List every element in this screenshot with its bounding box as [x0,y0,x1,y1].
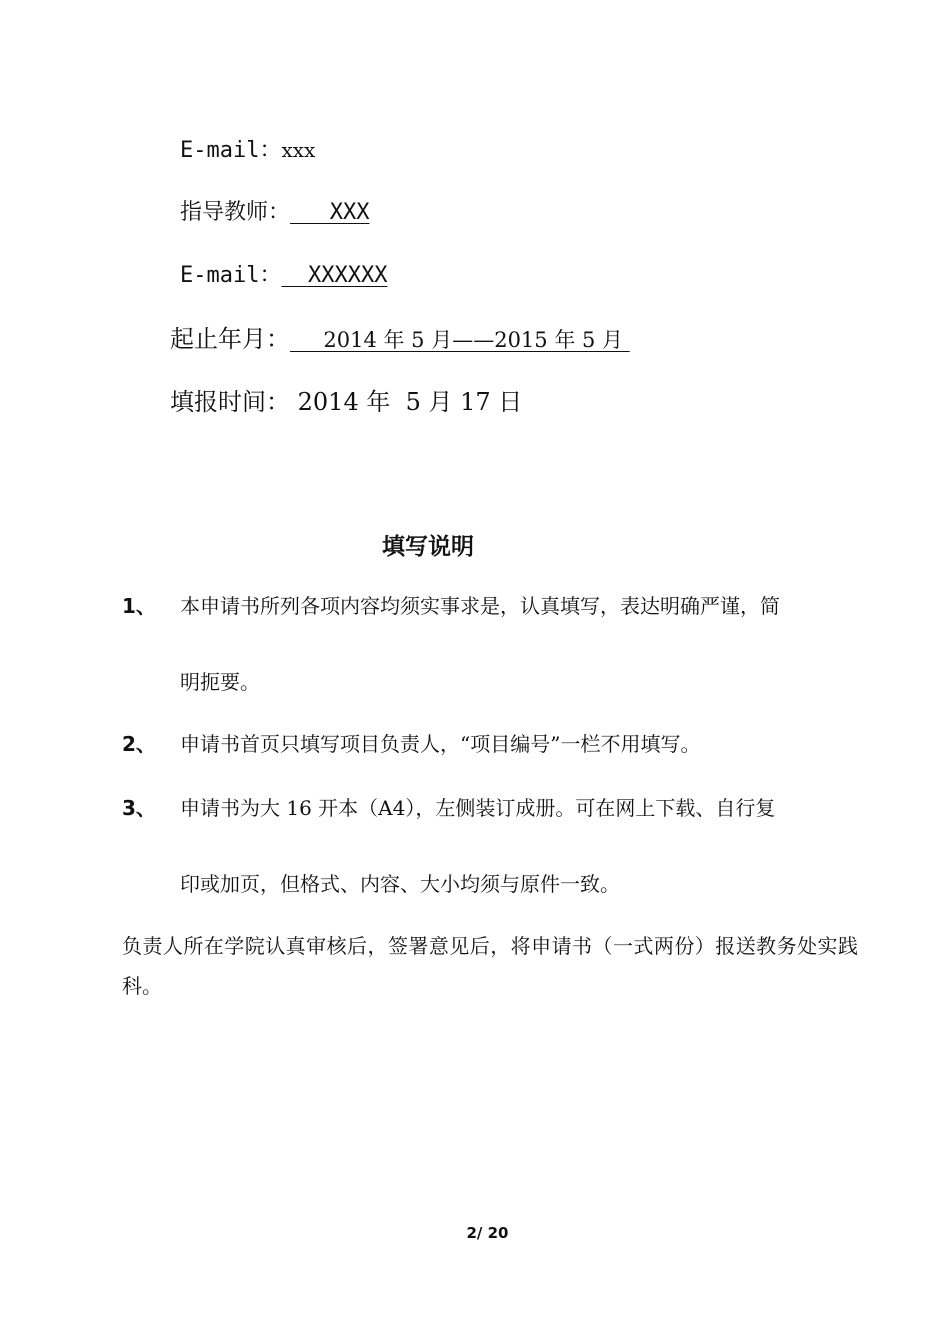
period-row [170,325,630,354]
page-number: 2/ 20 [466,1224,509,1242]
email-value: xxx [281,138,316,162]
advisor-row [180,199,370,227]
item-text: 申请书首页只填写项目负责人，“项目编号”一栏不用填写。 [180,732,701,756]
email-label: E-mail： [180,138,282,163]
advisor-value: XXX [290,200,370,225]
email-label: E-mail： [180,263,282,288]
filled-label: 填报时间： [170,388,290,416]
item-text-continued: 印或加页，但格式、内容、大小均须与原件一致。 [180,872,620,896]
item-number: 1、 [122,594,156,618]
item-text: 本申请书所列各项内容均须实事求是，认真填写，表达明确严谨，简 [180,594,780,618]
filled-date-row [170,388,522,416]
advisor-label: 指导教师： [180,200,291,225]
item-number: 3、 [122,796,156,820]
period-value: 2014 年 5 月——2015 年 5 月 [290,328,630,352]
closing-paragraph: 负责人所在学院认真审核后，签署意见后，将申请书（一式两份）报送教务处实践科。 [122,934,858,998]
email-row-2 [180,262,387,290]
period-label: 起止年月： [170,325,290,353]
instructions-title: 填写说明 [382,534,474,560]
item-text: 申请书为大 16 开本（A4），左侧装订成册。可在网上下载、自行复 [180,796,776,820]
email-row-1 [180,136,315,165]
item-number: 2、 [122,732,156,756]
item-text-continued: 明扼要。 [180,670,260,694]
filled-value: 2014 年 5 月 17 日 [290,388,523,416]
email-value: XXXXXX [281,263,388,288]
